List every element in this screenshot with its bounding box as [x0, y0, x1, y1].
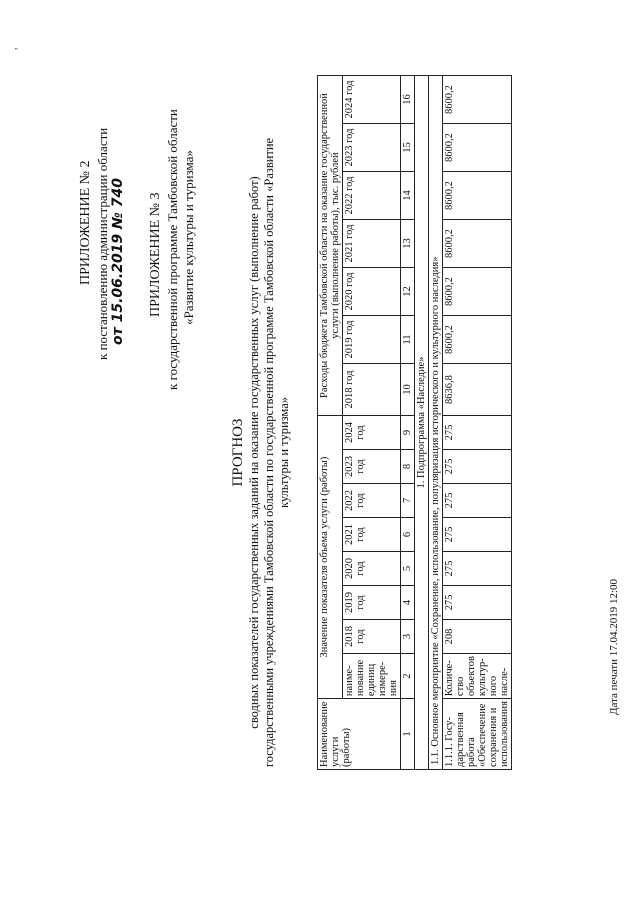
header-budget-group: Расходы бюджета Тамбовской области на оказание государственной услуги (выполнение работы), тыс. рублей: [318, 76, 343, 416]
col-number: 4: [401, 586, 415, 620]
header-year: 2021 год: [343, 518, 401, 552]
header-year: 2019 год: [343, 316, 401, 364]
header-year: 2019 год: [343, 586, 401, 620]
row-volume-value: 275: [443, 416, 512, 450]
heading-line1: сводных показателей государственных заданий на оказание государственных услуг (выполнение работ): [247, 176, 261, 729]
col-number: 15: [401, 124, 415, 172]
row-volume-value: 275: [443, 518, 512, 552]
col-number: 7: [401, 484, 415, 518]
appendix3-line1: к государственной программе Тамбовской области: [165, 109, 180, 390]
appendix2-line1: к постановлению администрации области: [95, 127, 110, 360]
col-number: 6: [401, 518, 415, 552]
col-number: 3: [401, 620, 415, 654]
col-number: 5: [401, 552, 415, 586]
heading-line3: культуры и туризма»: [277, 396, 291, 509]
col-number: 10: [401, 364, 415, 416]
header-row-groups: [318, 76, 343, 770]
document-title: ПРОГНОЗ: [230, 418, 246, 487]
header-unit: наиме-нование единиц измере-ния: [343, 654, 401, 699]
table-row: [443, 76, 512, 770]
appendix2-handwritten: от 15.06.2019 № 740: [110, 178, 126, 345]
heading-line2: государственными учреждениями Тамбовской области по государственной программе Тамбовской области «Развитие: [262, 137, 276, 768]
forecast-table: [317, 75, 512, 770]
row-budget-value: 8600,2: [443, 124, 512, 172]
col-number: 2: [401, 654, 415, 699]
header-year: 2020 год: [343, 268, 401, 316]
print-date: Дата печати 17.04.2019 12:00: [608, 578, 620, 715]
row-budget-value: 8600,2: [443, 268, 512, 316]
header-year: 2022 год: [343, 484, 401, 518]
header-year: 2024 год: [343, 76, 401, 124]
row-budget-value: 8600,2: [443, 220, 512, 268]
row-volume-value: 275: [443, 552, 512, 586]
row-budget-value: 8600,2: [443, 76, 512, 124]
header-year: 2023 год: [343, 450, 401, 484]
subprogram-row: [415, 76, 429, 770]
col-number: 13: [401, 220, 415, 268]
col-number: 12: [401, 268, 415, 316]
row-volume-value: 275: [443, 586, 512, 620]
appendix3-title: ПРИЛОЖЕНИЕ № 3: [148, 192, 163, 317]
col-number: 16: [401, 76, 415, 124]
header-year: 2018 год: [343, 364, 401, 416]
col-number: 8: [401, 450, 415, 484]
header-row-years: [343, 76, 401, 770]
activity-row: [429, 76, 443, 770]
row-service: 1.1.1. Госу-дарственная работа «Обеспечение сохранения и использования: [443, 699, 512, 770]
row-budget-value: 8600,2: [443, 316, 512, 364]
header-volume-group: Значение показателя объема услуги (работы): [318, 416, 343, 699]
appendix2-title: ПРИЛОЖЕНИЕ № 2: [78, 160, 93, 285]
header-year: 2024 год: [343, 416, 401, 450]
appendix3-line2: «Развитие культуры и туризма»: [181, 150, 196, 325]
col-number: 14: [401, 172, 415, 220]
header-year: 2018 год: [343, 620, 401, 654]
margin-mark: ,: [8, 47, 19, 50]
row-volume-value: 275: [443, 450, 512, 484]
activity-title: 1.1. Основное мероприятие «Сохранение, использование, популяризация исторического и культурного наследия»: [429, 76, 443, 770]
row-budget-value: 8600,2: [443, 172, 512, 220]
col-number: 1: [401, 699, 415, 770]
header-year: 2023 год: [343, 124, 401, 172]
header-service: Наименование услуги (работы): [318, 699, 401, 770]
col-number: 11: [401, 316, 415, 364]
subprogram-title: 1. Подпрограмма «Наследие»: [415, 76, 429, 770]
header-year: 2022 год: [343, 172, 401, 220]
col-number: 9: [401, 416, 415, 450]
row-volume-value: 275: [443, 484, 512, 518]
header-year: 2020 год: [343, 552, 401, 586]
header-year: 2021 год: [343, 220, 401, 268]
row-budget-value: 8636,8: [443, 364, 512, 416]
row-volume-value: 208: [443, 620, 512, 654]
row-unit: Количе-ство объектов культур-ного насле-: [443, 654, 512, 699]
column-number-row: [401, 76, 415, 770]
